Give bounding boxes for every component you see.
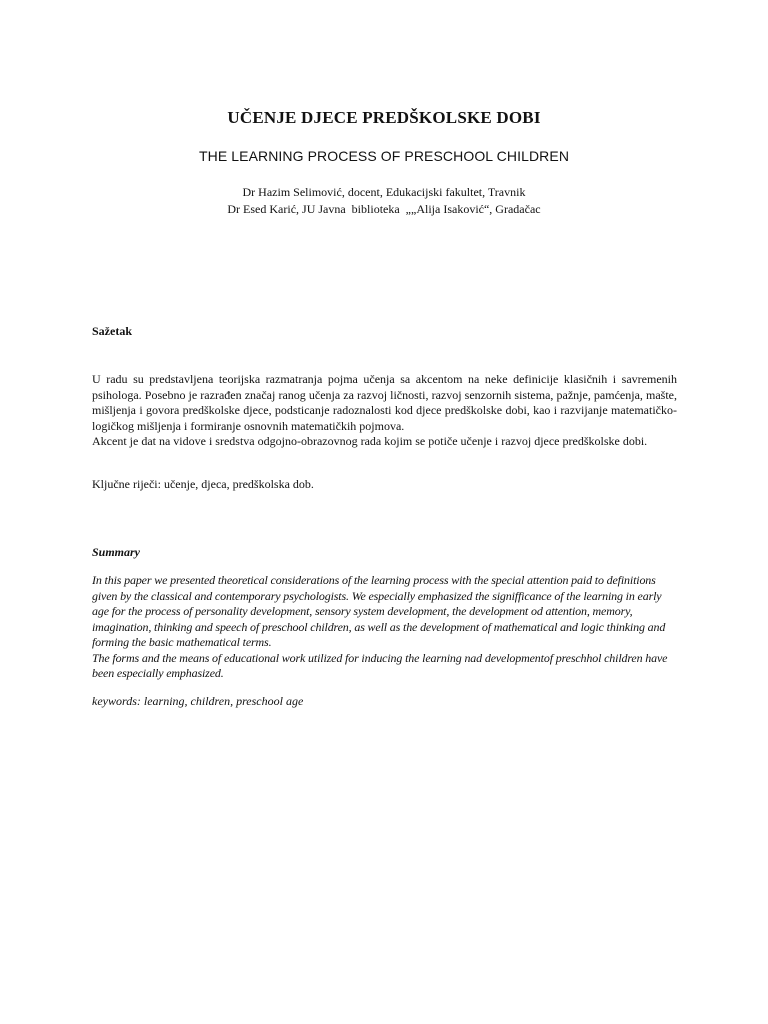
paper-subtitle: THE LEARNING PROCESS OF PRESCHOOL CHILDREN [198,148,570,164]
abstract-body [92,372,677,450]
summary-body [92,573,677,682]
summary-heading: Summary [92,545,141,559]
paper-title: UČENJE DJECE PREDŠKOLSKE DOBI [227,108,541,127]
author-line: Dr Esed Karić, JU Javna biblioteka „„Alija Isaković“, Gradačac [227,202,541,216]
abstract-heading: Sažetak [92,324,132,338]
keywords-en: keywords: learning, children, preschool age [92,694,304,708]
summary-paragraph: The forms and the means of educational work utilized for inducing the learning nad developmentof preschhol children have been especially emphasized. [92,650,668,680]
abstract-paragraph: Akcent je dat na vidove i sredstva odgojno-obrazovnog rada kojim se potiče učenje i razvoj djece predškolske dobi. [92,434,648,448]
keywords-bs: Ključne riječi: učenje, djeca, predškolska dob. [92,477,314,491]
abstract-paragraph: U radu su predstavljena teorijska razmatranja pojma učenja sa akcentom na neke definicije klasičnih i savremenih psihologa. Posebno je razrađen značaj ranog učenja za razvoj ličnosti, razvoj senzornih sistema, pažnje, pamćenja, mašte, mišljenja i govora predškolske djece, podsticanje radoznalosti kod djece predškolske dobi, kao i razvijanje matematičko-logičkog mišljenja i formiranje osnovnih matematičkih pojmova. [92,372,677,433]
author-line: Dr Hazim Selimović, docent, Edukacijski fakultet, Travnik [242,185,526,199]
summary-paragraph: In this paper we presented theoretical considerations of the learning process with the special attention paid to definitions given by the classical and contemporary psychologists. We especially emphasized the signifficance of the learning in early age for the process of personality development, sensory system development, the development od attention, memory, imagination, thinking and speech of preschool children, as well as the development of mathematical and logic thinking and forming the basic mathematical terms. [92,573,666,649]
author-list [0,184,768,218]
